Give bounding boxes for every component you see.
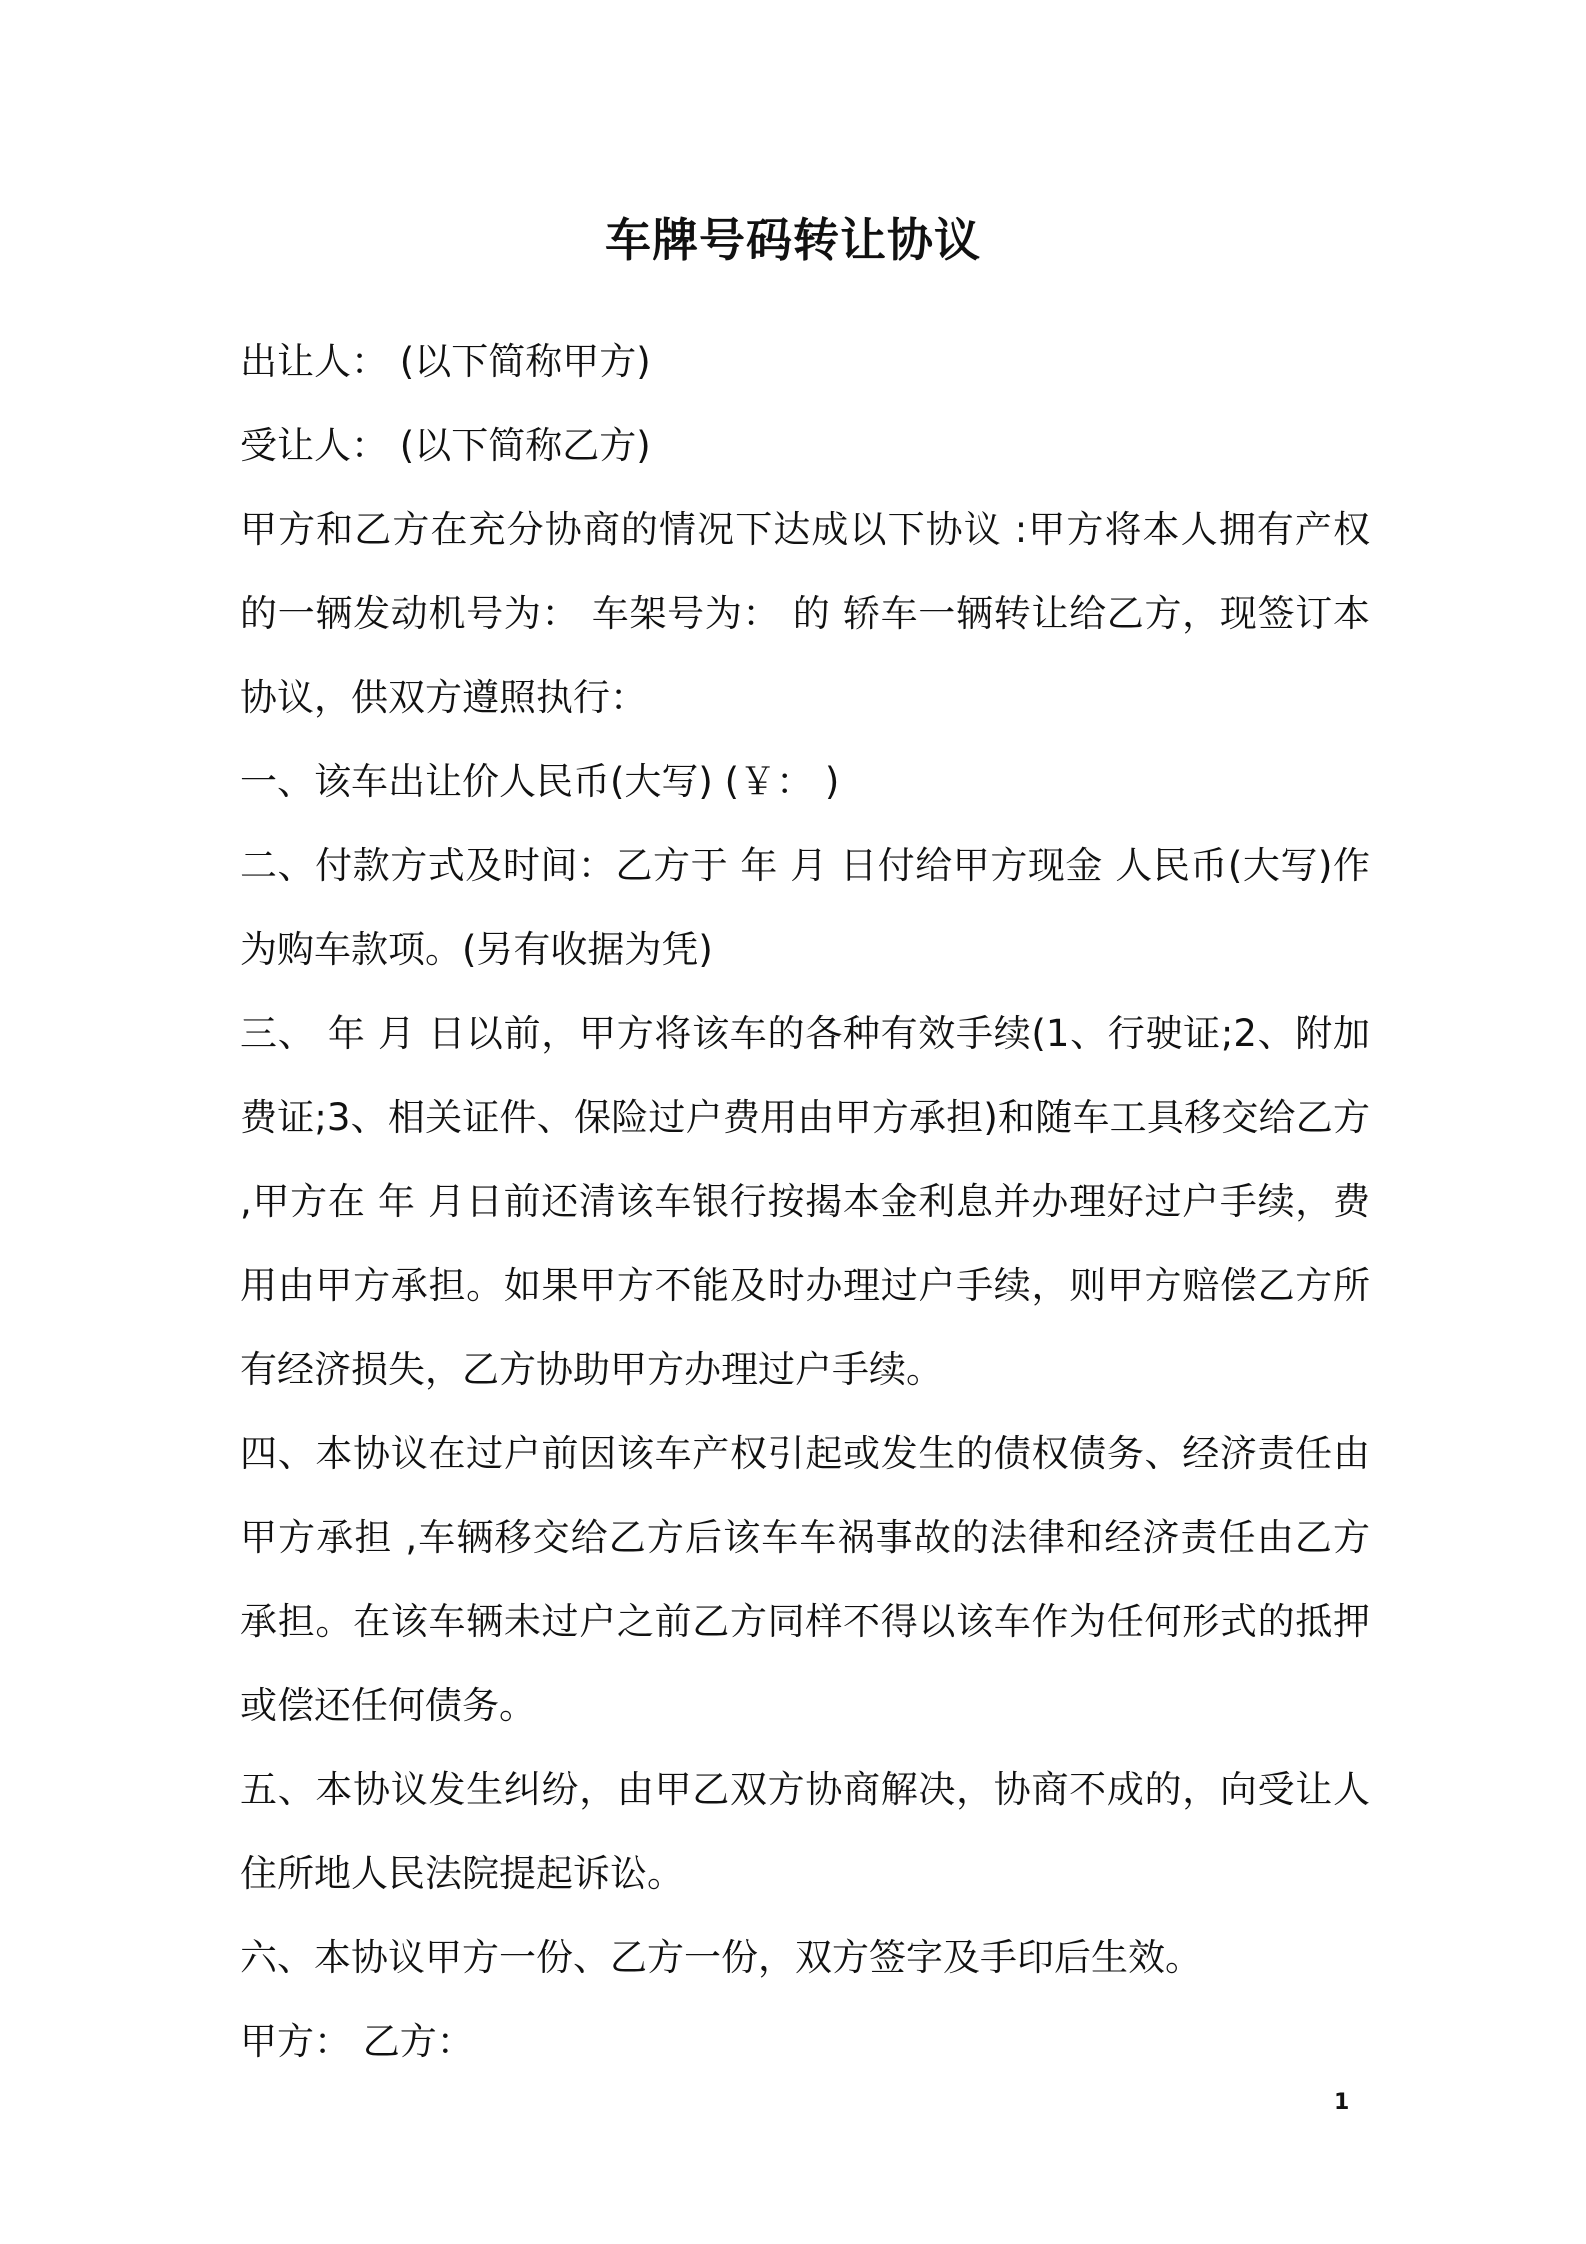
clause-4-liability: 四、本协议在过户前因该车产权引起或发生的债权债务、经济责任由甲方承担 ,车辆移交给乙方后该车车祸事故的法律和经济责任由乙方承担。在该车辆未过户之前乙方同样不得以该车作为任何形式的抵押或偿还任何债务。 bbox=[240, 1432, 1370, 1727]
page-number: 1 bbox=[1334, 2090, 1350, 2115]
clause-2-payment: 二、付款方式及时间：乙方于 年 月 日付给甲方现金 人民币(大写)作为购车款项。(另有收据为凭) bbox=[240, 844, 1370, 971]
document-title: 车牌号码转让协议 bbox=[605, 213, 981, 267]
agreement-intro-paragraph: 甲方和乙方在充分协商的情况下达成以下协议 :甲方将本人拥有产权的一辆发动机号为： 车架号为： 的 轿车一辆转让给乙方，现签订本协议，供双方遵照执行： bbox=[240, 508, 1370, 719]
clause-5-disputes: 五、本协议发生纠纷，由甲乙双方协商解决，协商不成的，向受让人住所地人民法院提起诉讼。 bbox=[240, 1768, 1370, 1895]
document-body bbox=[240, 320, 1370, 2084]
clause-3-handover: 三、 年 月 日以前，甲方将该车的各种有效手续(1、行驶证;2、附加费证;3、相关证件、保险过户费用由甲方承担)和随车工具移交给乙方 ,甲方在 年 月日前还清该车银行按揭本金利息并办理好过户手续，费用由甲方承担。如果甲方不能及时办理过户手续，则甲方赔偿乙方所有经济损失，乙方协助甲方办理过户手续。 bbox=[240, 1012, 1370, 1391]
signature-line: 甲方： 乙方： bbox=[240, 2020, 474, 2063]
transferor-line: 出让人： (以下简称甲方) bbox=[240, 340, 651, 383]
transferee-line: 受让人： (以下简称乙方) bbox=[240, 424, 651, 467]
clause-1-price: 一、该车出让价人民币(大写) (￥： ) bbox=[240, 760, 840, 803]
clause-6-copies: 六、本协议甲方一份、乙方一份，双方签字及手印后生效。 bbox=[240, 1936, 1202, 1979]
